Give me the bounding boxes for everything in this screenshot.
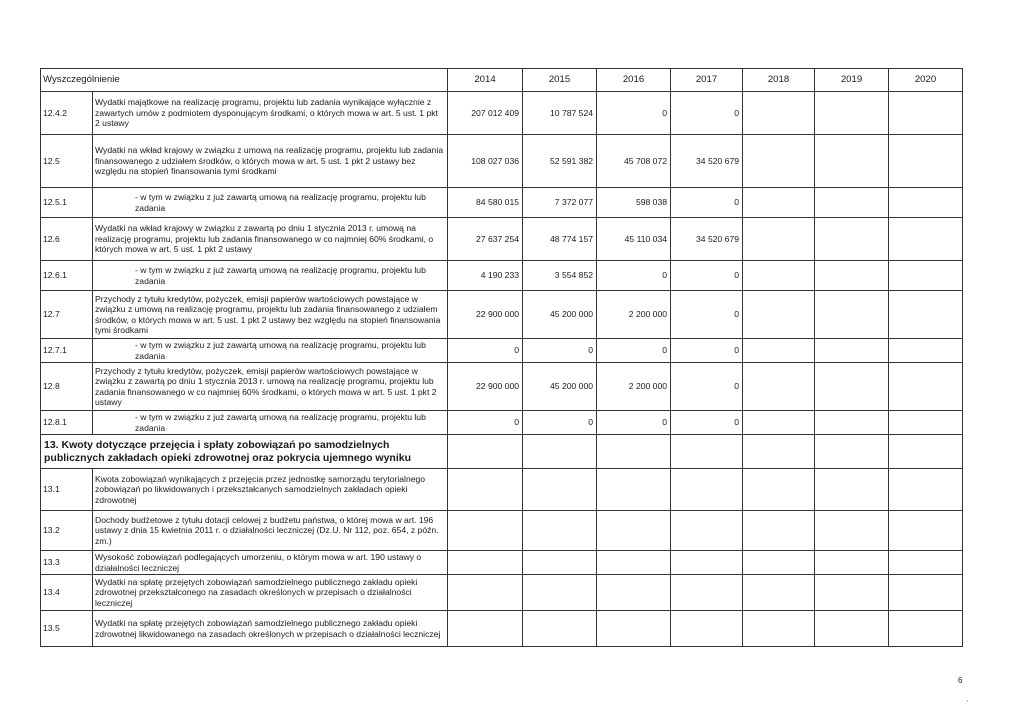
value-2018: [743, 261, 815, 291]
value-2017: 0: [671, 92, 743, 135]
value-2017: 0: [671, 291, 743, 339]
value-2016: 0: [597, 339, 671, 363]
header-year-2015: 2015: [523, 69, 597, 92]
value-2014: 0: [448, 339, 523, 363]
value-2017: 0: [671, 261, 743, 291]
value-2014: 22 900 000: [448, 363, 523, 411]
value-2019: [815, 291, 889, 339]
row-description: Wydatki na wkład krajowy w związku z zawartą po dniu 1 stycznia 2013 r. umową na realizację programu, projektu lub zadania finansowanego w co najmniej 60% środkami, o których mowa w art. 5 ust. 1 pkt 2 ustawy: [93, 218, 448, 261]
row-code: 12.7.1: [41, 339, 93, 363]
empty-cell: [523, 551, 597, 575]
table-row: [41, 291, 963, 339]
empty-cell: [671, 511, 743, 551]
header-year-2020: 2020: [889, 69, 963, 92]
row-code: 12.5.1: [41, 188, 93, 218]
value-2016: 598 038: [597, 188, 671, 218]
empty-cell: [523, 575, 597, 611]
value-2014: 108 027 036: [448, 135, 523, 188]
header-year-2018: 2018: [743, 69, 815, 92]
value-2018: [743, 339, 815, 363]
table-row: [41, 511, 963, 551]
value-2019: [815, 92, 889, 135]
value-2017: 0: [671, 363, 743, 411]
header-year-2017: 2017: [671, 69, 743, 92]
value-2016: 2 200 000: [597, 363, 671, 411]
empty-cell: [597, 435, 671, 469]
value-2016: 45 110 034: [597, 218, 671, 261]
empty-cell: [448, 611, 523, 647]
empty-cell: [815, 551, 889, 575]
value-2017: 0: [671, 339, 743, 363]
row-description: - w tym w związku z już zawartą umową na realizację programu, projektu lub zadania: [93, 188, 448, 218]
empty-cell: [815, 575, 889, 611]
row-code: 13.2: [41, 511, 93, 551]
row-code: 13.3: [41, 551, 93, 575]
row-code: 12.6.1: [41, 261, 93, 291]
row-description: Przychody z tytułu kredytów, pożyczek, emisji papierów wartościowych powstające w związku z umową na realizację programu, projektu lub zadania finansowanego z udziałem środków, o których mowa w art. 5 ust. 1 pkt 2 ustawy bez względu na stopień finansowania tymi środkami: [93, 291, 448, 339]
row-description: Kwota zobowiązań wynikających z przejęcia przez jednostkę samorządu terytorialnego zobowiązań po likwidowanych i przekształcanych samodzielnych zakładach opieki zdrowotnej: [93, 469, 448, 511]
value-2018: [743, 135, 815, 188]
header-year-2016: 2016: [597, 69, 671, 92]
value-2020: [889, 411, 963, 435]
empty-cell: [743, 611, 815, 647]
empty-cell: [671, 575, 743, 611]
value-2014: 0: [448, 411, 523, 435]
value-2014: 22 900 000: [448, 291, 523, 339]
value-2020: [889, 363, 963, 411]
financial-table: [40, 68, 963, 647]
value-2020: [889, 188, 963, 218]
table-row: [41, 339, 963, 363]
row-code: 13.4: [41, 575, 93, 611]
value-2019: [815, 411, 889, 435]
header-row: [41, 69, 963, 92]
row-description: Wydatki na spłatę przejętych zobowiązań samodzielnego publicznego zakładu opieki zdrowotnej przekształconego na zasadach określonych w przepisach o działalności leczniczej: [93, 575, 448, 611]
empty-cell: [671, 435, 743, 469]
value-2015: 52 591 382: [523, 135, 597, 188]
value-2017: 34 520 679: [671, 218, 743, 261]
value-2018: [743, 411, 815, 435]
value-2020: [889, 291, 963, 339]
value-2016: 2 200 000: [597, 291, 671, 339]
row-description: Dochody budżetowe z tytułu dotacji celowej z budżetu państwa, o której mowa w art. 196 ustawy z dnia 15 kwietnia 2011 r. o działalności leczniczej (Dz.U. Nr 112, poz. 654, z późn. zm.): [93, 511, 448, 551]
row-code: 12.8.1: [41, 411, 93, 435]
empty-cell: [889, 611, 963, 647]
value-2015: 3 554 852: [523, 261, 597, 291]
value-2020: [889, 218, 963, 261]
value-2020: [889, 261, 963, 291]
empty-cell: [597, 511, 671, 551]
table-row: [41, 575, 963, 611]
value-2019: [815, 135, 889, 188]
empty-cell: [523, 611, 597, 647]
value-2015: 45 200 000: [523, 363, 597, 411]
empty-cell: [889, 551, 963, 575]
value-2019: [815, 339, 889, 363]
row-description: Przychody z tytułu kredytów, pożyczek, emisji papierów wartościowych powstające w związku z zawartą po dniu 1 stycznia 2013 r. umową na realizację programu, projektu lub zadania finansowanego w co najmniej 60% środkami, o których mowa w art. 5 ust. 1 pkt 2 ustawy: [93, 363, 448, 411]
row-code: 12.7: [41, 291, 93, 339]
value-2014: 207 012 409: [448, 92, 523, 135]
empty-cell: [523, 435, 597, 469]
empty-cell: [743, 435, 815, 469]
table-row: [41, 363, 963, 411]
value-2020: [889, 135, 963, 188]
header-label: Wyszczególnienie: [41, 69, 448, 92]
value-2015: 0: [523, 411, 597, 435]
table-row: [41, 551, 963, 575]
empty-cell: [743, 469, 815, 511]
empty-cell: [743, 511, 815, 551]
table-row: [41, 188, 963, 218]
empty-cell: [448, 469, 523, 511]
value-2020: [889, 339, 963, 363]
empty-cell: [597, 469, 671, 511]
empty-cell: [889, 435, 963, 469]
empty-cell: [671, 469, 743, 511]
row-code: 12.8: [41, 363, 93, 411]
empty-cell: [597, 551, 671, 575]
row-code: 12.5: [41, 135, 93, 188]
value-2016: 0: [597, 92, 671, 135]
value-2015: 7 372 077: [523, 188, 597, 218]
empty-cell: [448, 511, 523, 551]
value-2016: 0: [597, 261, 671, 291]
header-year-2014: 2014: [448, 69, 523, 92]
value-2014: 4 190 233: [448, 261, 523, 291]
empty-cell: [671, 611, 743, 647]
value-2019: [815, 188, 889, 218]
empty-cell: [448, 435, 523, 469]
empty-cell: [815, 511, 889, 551]
page-number: 6: [958, 676, 963, 685]
value-2018: [743, 291, 815, 339]
table-row: [41, 411, 963, 435]
row-code: 13.5: [41, 611, 93, 647]
table-row: [41, 92, 963, 135]
header-year-2019: 2019: [815, 69, 889, 92]
empty-cell: [448, 551, 523, 575]
value-2018: [743, 188, 815, 218]
empty-cell: [671, 551, 743, 575]
value-2015: 10 787 524: [523, 92, 597, 135]
empty-cell: [597, 611, 671, 647]
value-2018: [743, 218, 815, 261]
empty-cell: [523, 469, 597, 511]
table-row: [41, 135, 963, 188]
value-2019: [815, 363, 889, 411]
value-2014: 84 580 015: [448, 188, 523, 218]
section-title: 13. Kwoty dotyczące przejęcia i spłaty zobowiązań po samodzielnych publicznych zakładach opieki zdrowotnej oraz pokrycia ujemnego wyniku: [41, 435, 448, 469]
empty-cell: [889, 469, 963, 511]
row-description: Wydatki na spłatę przejętych zobowiązań samodzielnego publicznego zakładu opieki zdrowotnej likwidowanego na zasadach określonych w przepisach o działalności leczniczej: [93, 611, 448, 647]
value-2016: 0: [597, 411, 671, 435]
empty-cell: [815, 611, 889, 647]
value-2019: [815, 261, 889, 291]
table-row: [41, 218, 963, 261]
row-description: Wydatki na wkład krajowy w związku z umową na realizację programu, projektu lub zadania finansowanego z udziałem środków, o których mowa w art. 5 ust. 1 pkt 2 ustawy bez względu na stopień finansowania tymi środkami: [93, 135, 448, 188]
value-2015: 45 200 000: [523, 291, 597, 339]
row-code: 12.4.2: [41, 92, 93, 135]
value-2018: [743, 363, 815, 411]
value-2020: [889, 92, 963, 135]
table-row: [41, 611, 963, 647]
value-2019: [815, 218, 889, 261]
table-row: [41, 469, 963, 511]
empty-cell: [597, 575, 671, 611]
row-code: 12.6: [41, 218, 93, 261]
row-description: Wydatki majątkowe na realizację programu, projektu lub zadania wynikające wyłącznie z zawartych umów z podmiotem dysponującym środkami, o których mowa w art. 5 ust. 1 pkt 2 ustawy: [93, 92, 448, 135]
empty-cell: [889, 511, 963, 551]
row-description: - w tym w związku z już zawartą umową na realizację programu, projektu lub zadania: [93, 411, 448, 435]
empty-cell: [889, 575, 963, 611]
value-2017: 0: [671, 411, 743, 435]
value-2017: 0: [671, 188, 743, 218]
section-13-heading-row: [41, 435, 963, 469]
value-2017: 34 520 679: [671, 135, 743, 188]
empty-cell: [448, 575, 523, 611]
row-description: Wysokość zobowiązań podlegających umorzeniu, o którym mowa w art. 190 ustawy o działalności leczniczej: [93, 551, 448, 575]
value-2014: 27 637 254: [448, 218, 523, 261]
value-2018: [743, 92, 815, 135]
empty-cell: [523, 511, 597, 551]
empty-cell: [815, 469, 889, 511]
value-2016: 45 708 072: [597, 135, 671, 188]
empty-cell: [743, 551, 815, 575]
value-2015: 48 774 157: [523, 218, 597, 261]
value-2015: 0: [523, 339, 597, 363]
empty-cell: [815, 435, 889, 469]
row-code: 13.1: [41, 469, 93, 511]
row-description: - w tym w związku z już zawartą umową na realizację programu, projektu lub zadania: [93, 339, 448, 363]
empty-cell: [743, 575, 815, 611]
table-row: [41, 261, 963, 291]
row-description: - w tym w związku z już zawartą umową na realizację programu, projektu lub zadania: [93, 261, 448, 291]
page-mark: ': [967, 700, 969, 707]
